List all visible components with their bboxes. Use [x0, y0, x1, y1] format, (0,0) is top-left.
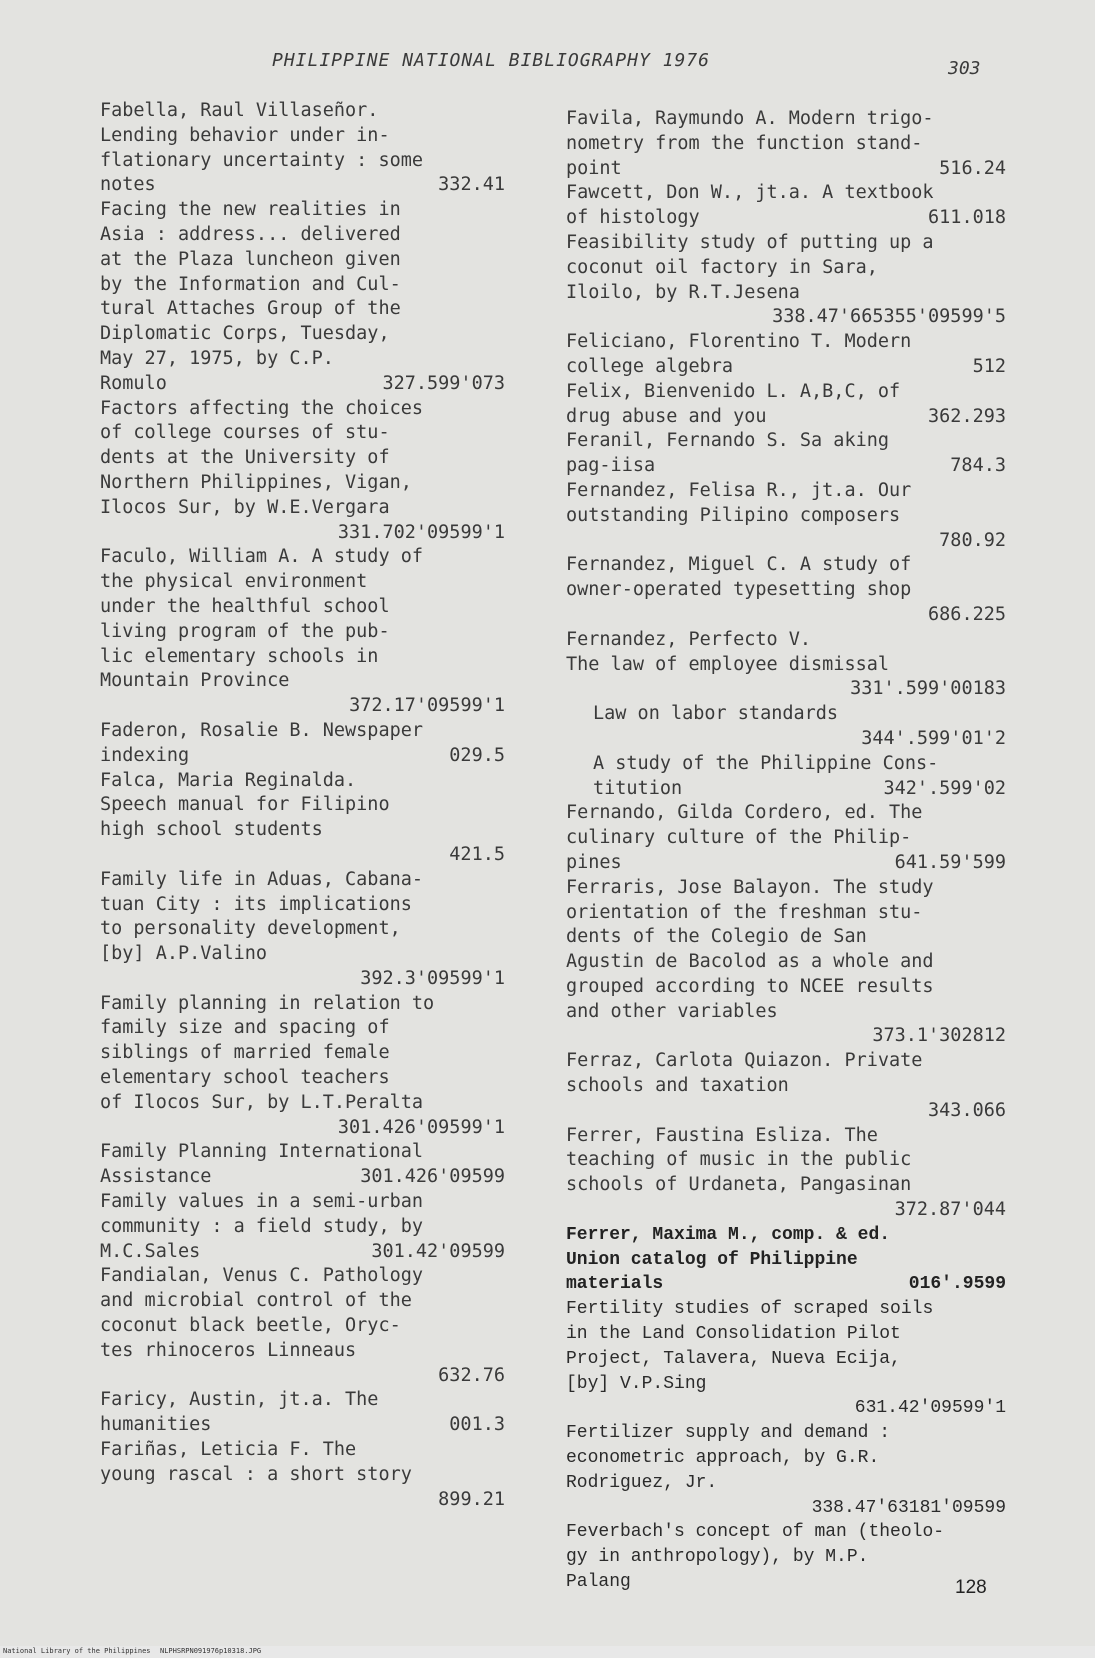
entry-line: Fernandez, Miguel C. A study of	[566, 554, 912, 576]
entry-line: humanities 001.3	[127, 1413, 505, 1438]
entry-line: to personality development,	[100, 918, 401, 940]
entry-line: dents of the Colegio de San	[566, 926, 867, 948]
bibliography-entry	[566, 380, 1006, 430]
bibliography-entry	[100, 1438, 505, 1512]
bibliography-entry	[100, 1140, 505, 1190]
bibliography-entry	[566, 876, 1006, 1050]
call-number: 631.42'09599'1	[854, 1398, 1006, 1419]
entry-line: siblings of married female	[100, 1042, 390, 1064]
entry-line: Fandialan, Venus C. Pathology	[100, 1265, 424, 1287]
entry-line: young rascal : a short story	[100, 1463, 412, 1485]
entry-line: Faderon, Rosalie B. Newspaper	[100, 719, 424, 741]
entry-line: high school students	[100, 819, 323, 841]
entry-line: Lending behavior under in-	[100, 124, 390, 146]
entry-line: family size and spacing of	[100, 1017, 390, 1039]
entry-line: outstanding Pilipino composers	[566, 504, 901, 526]
entry-line: owner-operated typesetting shop	[566, 579, 912, 601]
entry-line: Feliciano, Florentino T. Modern	[566, 331, 912, 353]
entry-line: Fertility studies of scraped soils	[566, 1299, 934, 1320]
entry-line: Asia : address... delivered	[100, 223, 401, 245]
call-number: 338.47'665355'09599'5	[772, 306, 1006, 328]
entry-line: A study of the Philippine Cons-	[593, 752, 939, 774]
bibliography-entry	[566, 429, 1006, 479]
bibliography-entry	[566, 1049, 1006, 1123]
entry-line: indexing 029.5	[127, 744, 505, 769]
entry-line: May 27, 1975, by C.P.	[100, 347, 334, 369]
bibliography-entry	[566, 181, 1006, 231]
entry-line: living program of the pub-	[100, 620, 390, 642]
bibliography-entry	[566, 628, 1006, 702]
entry-line: coconut black beetle, Oryc-	[100, 1315, 401, 1337]
entry-line: Facing the new realities in	[100, 199, 401, 221]
bibliography-entry	[100, 1264, 505, 1388]
footer-library: National Library of the Philippines	[3, 1647, 151, 1655]
entry-line: Faculo, William A. A study of	[100, 546, 424, 568]
entry-line: and microbial control of the	[100, 1290, 412, 1312]
bibliography-entry	[566, 702, 1006, 752]
entry-line: Family Planning International	[100, 1141, 424, 1163]
call-number: 001.3	[449, 1414, 505, 1436]
entry-line: Felix, Bienvenido L. A,B,C, of	[566, 380, 901, 402]
entry-line: in the Land Consolidation Pilot	[566, 1324, 901, 1345]
entry-line: elementary school teachers	[100, 1067, 390, 1089]
call-number: 899.21	[438, 1488, 505, 1510]
entry-line: teaching of music in the public	[566, 1149, 912, 1171]
bibliography-entry	[566, 330, 1006, 380]
entry-line: dents at the University of	[100, 447, 390, 469]
call-number: 611.018	[928, 207, 1006, 229]
entry-line: tes rhinoceros Linneaus	[100, 1339, 357, 1361]
bibliography-entry	[566, 553, 1006, 627]
running-title: PHILIPPINE NATIONAL BIBLIOGRAPHY 1976	[272, 50, 710, 71]
entry-line: Speech manual for Filipino	[100, 794, 390, 816]
entry-line: schools of Urdaneta, Pangasinan	[566, 1174, 912, 1196]
entry-line: Fernando, Gilda Cordero, ed. The	[566, 802, 923, 824]
entry-line: Family life in Aduas, Cabana-	[100, 868, 424, 890]
entry-line: Feverbach's concept of man (theolo-	[566, 1522, 945, 1543]
entry-line: and other variables	[566, 1000, 778, 1022]
bibliography-entry	[566, 1421, 1006, 1520]
entry-line: notes 332.41	[127, 173, 505, 198]
bibliography-entry	[100, 99, 505, 198]
entry-line: Palang	[566, 1572, 631, 1593]
entry-line: Falca, Maria Reginalda.	[100, 769, 357, 791]
call-number: 343.066	[928, 1099, 1006, 1121]
call-number: 516.24	[939, 157, 1006, 179]
bibliography-entry	[566, 801, 1006, 875]
call-number: 512	[972, 355, 1006, 377]
entry-line: Fernandez, Felisa R., jt.a. Our	[566, 479, 912, 501]
entry-line: Favila, Raymundo A. Modern trigo-	[566, 108, 934, 129]
entry-line: coconut oil factory in Sara,	[566, 256, 878, 278]
bibliography-entry	[566, 752, 1006, 802]
call-number: 362.293	[928, 405, 1006, 427]
bibliography-entry	[566, 231, 1006, 330]
entry-line: Romulo 327.599'073	[127, 372, 505, 397]
call-number: 373.1'302812	[872, 1025, 1006, 1047]
entry-line: Feasibility study of putting up a	[566, 231, 934, 253]
entry-line: [by] A.P.Valino	[100, 943, 268, 965]
entry-line: community : a field study, by	[100, 1215, 424, 1237]
entry-line: tural Attaches Group of the	[100, 298, 401, 320]
entry-line: tuan City : its implications	[100, 893, 412, 915]
bibliography-entry	[100, 868, 505, 992]
entry-line: at the Plaza luncheon given	[100, 248, 401, 270]
entry-line: titution 342'.599'02	[593, 777, 1006, 802]
entry-line: point 516.24	[593, 157, 1006, 182]
bibliography-entry	[100, 198, 505, 396]
call-number: 301.426'09599'1	[337, 1116, 505, 1138]
call-number: 421.5	[449, 843, 505, 865]
entry-line: of college courses of stu-	[100, 422, 390, 444]
call-number: 301.426'09599	[360, 1166, 505, 1188]
entry-line: Ferraz, Carlota Quiazon. Private	[566, 1050, 923, 1072]
bibliography-entry	[100, 992, 505, 1141]
entry-line: Fertilizer supply and demand :	[566, 1423, 891, 1444]
entry-line: M.C.Sales 301.42'09599	[127, 1240, 505, 1265]
call-number: 344'.599'01'2	[861, 727, 1006, 749]
entry-line: by the Information and Cul-	[100, 273, 401, 295]
page-number: 303	[948, 58, 981, 79]
entry-line: schools and taxation	[566, 1075, 789, 1097]
bibliography-entry	[566, 1124, 1006, 1223]
call-number: 342'.599'02	[883, 777, 1006, 799]
entry-line: Feranil, Fernando S. Sa aking	[566, 430, 890, 452]
entry-line: lic elementary schools in	[100, 645, 379, 667]
bibliography-entry	[100, 397, 505, 546]
call-number: 780.92	[939, 529, 1006, 551]
entry-line: college algebra 512	[593, 355, 1006, 380]
entry-line: Faricy, Austin, jt.a. The	[100, 1389, 379, 1411]
entry-line: drug abuse and you 362.293	[593, 405, 1006, 430]
entry-line: the physical environment	[100, 571, 368, 593]
entry-line: Iloilo, by R.T.Jesena	[566, 281, 800, 303]
entry-line: Fabella, Raul Villaseñor.	[100, 100, 379, 121]
entry-line: The law of employee dismissal	[566, 653, 890, 675]
entry-line: pag-iisa 784.3	[593, 454, 1006, 479]
entry-line: culinary culture of the Philip-	[566, 827, 912, 849]
call-number: 331'.599'00183	[850, 678, 1006, 700]
entry-line: of Ilocos Sur, by L.T.Peralta	[100, 1091, 424, 1113]
entry-line: Rodriguez, Jr.	[566, 1472, 718, 1493]
bibliography-entry	[100, 769, 505, 868]
entry-line: of histology 611.018	[593, 206, 1006, 231]
entry-line: Fariñas, Leticia F. The	[100, 1439, 357, 1461]
call-number: 029.5	[449, 744, 505, 766]
footer-file: NLPHSRPN091976p10318.JPG	[160, 1647, 262, 1655]
call-number: 327.599'073	[382, 372, 505, 394]
entry-line: Ilocos Sur, by W.E.Vergara	[100, 496, 390, 518]
bibliography-entry	[566, 1223, 1006, 1297]
call-number: 301.42'09599	[371, 1240, 505, 1262]
bibliography-entry	[566, 479, 1006, 553]
bibliography-entry	[100, 1388, 505, 1438]
entry-line: Project, Talavera, Nueva Ecija,	[566, 1348, 901, 1369]
entry-line: Diplomatic Corps, Tuesday,	[100, 323, 390, 345]
call-number: 392.3'09599'1	[360, 967, 505, 989]
bibliography-entry	[566, 1520, 1006, 1594]
call-number: 372.87'044	[894, 1199, 1006, 1221]
entry-line: Fawcett, Don W., jt.a. A textbook	[566, 182, 934, 204]
bibliography-entry	[100, 719, 505, 769]
bibliography-entry	[566, 1297, 1006, 1421]
right-column	[566, 107, 1006, 1595]
entry-line: Assistance 301.426'09599	[127, 1165, 505, 1190]
entry-line: Factors affecting the choices	[100, 397, 424, 419]
entry-line: Union catalog of Philippine	[566, 1249, 858, 1270]
entry-line: [by] V.P.Sing	[566, 1373, 707, 1394]
call-number: 641.59'599	[894, 851, 1006, 873]
bibliography-entry	[566, 107, 1006, 181]
call-number: 016'.9599	[908, 1274, 1006, 1295]
entry-line: Family values in a semi-urban	[100, 1191, 424, 1213]
call-number: 338.47'63181'09599	[811, 1497, 1006, 1518]
entry-line: orientation of the freshman stu-	[566, 901, 923, 923]
entry-line: Mountain Province	[100, 670, 290, 692]
entry-line: Law on labor standards	[593, 703, 839, 725]
entry-line: Fernandez, Perfecto V.	[566, 628, 812, 650]
scan-footer	[0, 1646, 1095, 1658]
bibliography-entry	[100, 1190, 505, 1264]
left-column	[100, 99, 505, 1512]
entry-line: econometric approach, by G.R.	[566, 1448, 880, 1469]
entry-line: Ferrer, Maxima M., comp. & ed.	[566, 1224, 891, 1245]
entry-line: Ferrer, Faustina Esliza. The	[566, 1124, 878, 1146]
entry-line: Agustin de Bacolod as a whole and	[566, 951, 934, 973]
call-number: 686.225	[928, 603, 1006, 625]
call-number: 332.41	[438, 174, 505, 196]
entry-line: Family planning in relation to	[100, 992, 435, 1014]
entry-line: Ferraris, Jose Balayon. The study	[566, 876, 934, 898]
entry-line: pines 641.59'599	[593, 851, 1006, 876]
call-number: 784.3	[950, 455, 1006, 477]
bibliography-entry	[100, 545, 505, 719]
entry-line: gy in anthropology), by M.P.	[566, 1547, 869, 1568]
entry-line: Northern Philippines, Vigan,	[100, 471, 412, 493]
entry-line: under the healthful school	[100, 595, 390, 617]
call-number: 331.702'09599'1	[337, 521, 505, 543]
entry-line: materials 016'.9599	[593, 1272, 1006, 1297]
page-counter: 128	[955, 1577, 987, 1598]
call-number: 632.76	[438, 1364, 505, 1386]
entry-line: nometry from the function stand-	[566, 132, 923, 154]
entry-line: grouped according to NCEE results	[566, 975, 934, 997]
call-number: 372.17'09599'1	[349, 695, 505, 717]
entry-line: flationary uncertainty : some	[100, 149, 424, 171]
